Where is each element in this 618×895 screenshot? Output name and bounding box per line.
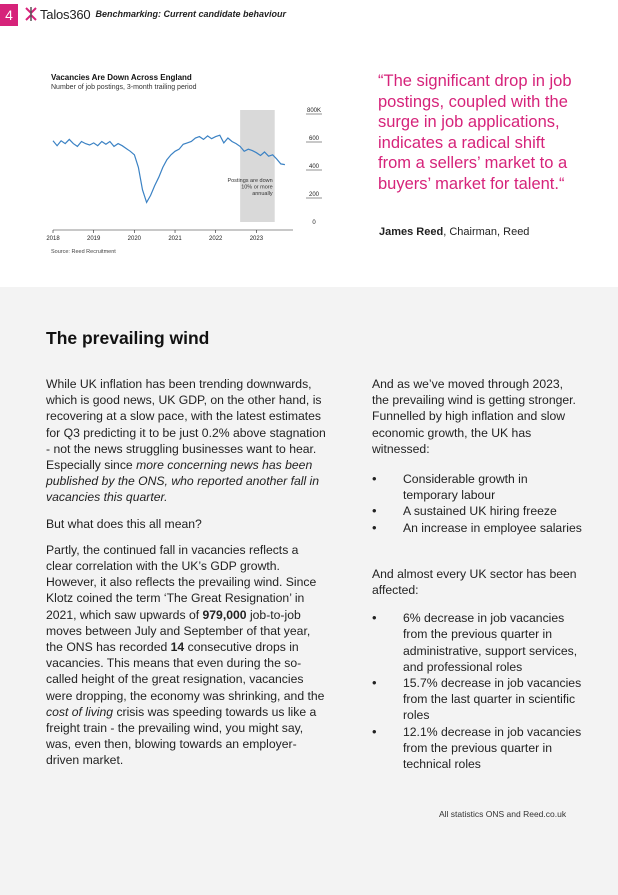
brand-header: [24, 6, 286, 22]
list-item: • 6% decrease in job vacancies from the previous quarter in administrative, support services, and professional roles: [372, 610, 582, 675]
talos-logo-icon: [24, 6, 38, 22]
section-heading: The prevailing wind: [46, 328, 210, 348]
chart-canvas: [48, 70, 338, 265]
quote-author: James Reed: [379, 226, 444, 238]
quote-attribution: [379, 226, 529, 238]
list-item: • 15.7% decrease in job vacancies from the last quarter in scientific roles: [372, 675, 582, 724]
y-tick-label: 400: [308, 164, 320, 170]
list-item: • A sustained UK hiring freeze: [372, 503, 582, 519]
pull-quote: “The significant drop in job postings, coupled with the surge in job applications, indicates a radical shift from a sellers’ market to a buyers’ market for talent.“: [378, 72, 572, 193]
paragraph-sectors: And almost every UK sector has been affected:: [372, 566, 577, 598]
chart-title: Vacancies Are Down Across England: [51, 73, 192, 82]
paragraph-prevailing-wind: Partly, the continued fall in vacancies reflects a clear correlation with the UK’s GDP growth. However, it also reflects the prevailing wind. Since Klotz coined the term ‘The Great Resignation’ in 2021, which saw upwards of 979,000 job-to-job moves between July and September of that year, the ONS has recorded 14 consecutive drops in vacancies. This means that even during the so-called height of the great resignation, vacancies were dropping, the economy was shrinking, and the cost of living crisis was speeding towards us like a freight train - the prevailing wind, you might say, was, even then, blowing towards an employer-driven market.: [46, 542, 325, 768]
chart-subtitle: Number of job postings, 3-month trailing period: [51, 84, 197, 91]
shaded-region: [240, 110, 275, 222]
paragraph-2023: And as we’ve moved through 2023, the prevailing wind is getting stronger. Funnelled by high inflation and slow economic growth, the UK has witnessed:: [372, 377, 576, 456]
footnote: All statistics ONS and Reed.co.uk: [439, 809, 567, 819]
y-tick-label: 600: [308, 136, 320, 142]
quote-role: , Chairman, Reed: [443, 226, 530, 238]
list-item: • An increase in employee salaries: [372, 520, 582, 536]
x-tick-label: 2021: [168, 236, 182, 242]
chart-annotation: annually: [252, 191, 273, 197]
x-tick-label: 2020: [127, 236, 142, 242]
list-item: • Considerable growth in temporary labour: [372, 471, 582, 503]
y-tick-label: 0: [312, 220, 316, 226]
x-tick-label: 2019: [86, 236, 101, 242]
trend-list: [372, 471, 582, 536]
chart-source: Source: Reed Recruitment: [51, 249, 116, 255]
paragraph-inflation: While UK inflation has been trending downwards, which is good news, UK GDP, on the other hand, is recovering at a slow pace, with the latest estimates for Q3 predicting it to be just 0.2% above stagnation - not the news struggling businesses want to hear. Especially since more concerning news has been published by the ONS, who reported another fall in vacancies this quarter.: [46, 377, 326, 505]
y-tick-label: 800K: [306, 108, 322, 114]
y-tick-label: 200: [308, 192, 320, 198]
page-number: 4: [0, 4, 18, 26]
sector-list: [372, 610, 582, 772]
brand-name: Talos360: [40, 6, 91, 22]
x-tick-label: 2023: [249, 236, 264, 242]
x-tick-label: 2018: [46, 236, 60, 242]
chart-annotation: Postings are down: [227, 178, 273, 184]
document-subtitle: Benchmarking: Current candidate behaviour: [95, 9, 286, 19]
right-column: [372, 376, 582, 772]
paragraph-question: But what does this all mean?: [46, 516, 202, 531]
x-tick-label: 2022: [209, 236, 223, 242]
list-item: • 12.1% decrease in job vacancies from the previous quarter in technical roles: [372, 724, 582, 773]
chart-annotation: 10% or more: [241, 184, 273, 191]
vacancies-chart: [48, 70, 338, 265]
left-column: [46, 376, 328, 779]
